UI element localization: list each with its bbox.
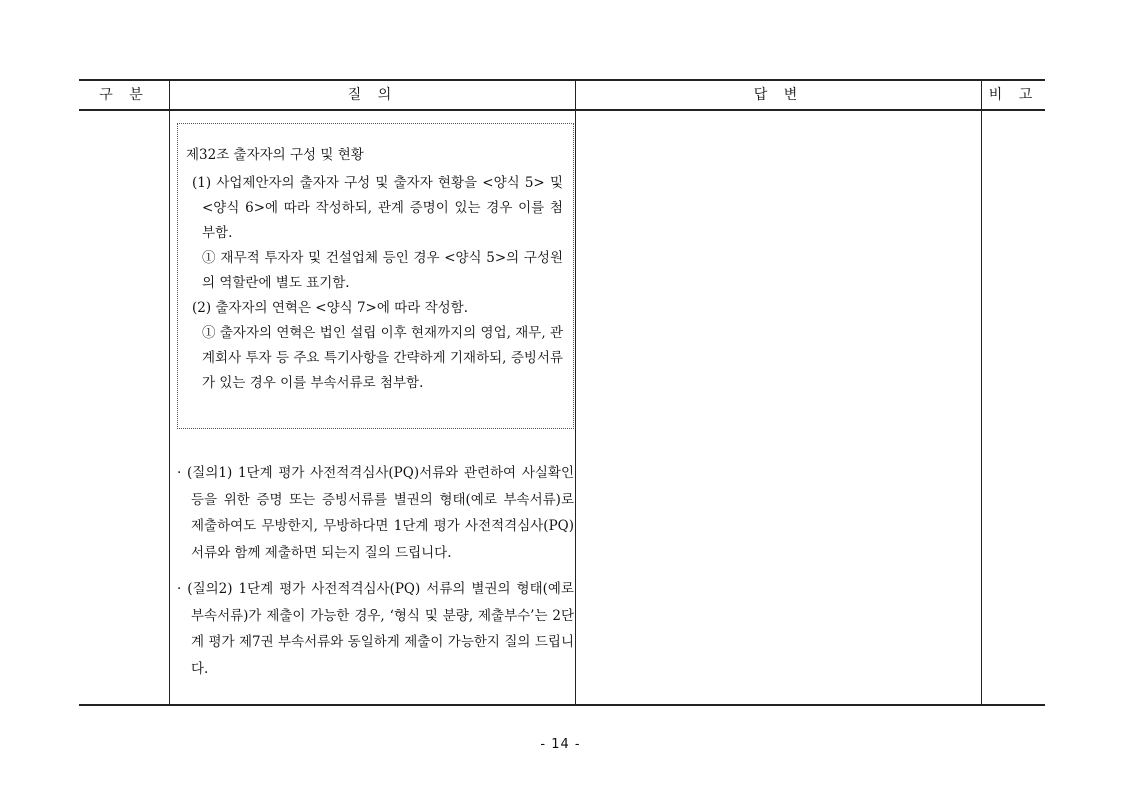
question-item: · (질의1) 1단계 평가 사전적격심사(PQ)서류와 관련하여 사실확인 등을 위한 증명 또는 증빙서류를 별권의 형태(예로 부속서류)로 제출하여도 무방한지, 무방하다면 1단계 평가 사전적격심사(PQ) 서류와 함께 제출하면 되는지 질의 드립니다. bbox=[177, 465, 574, 561]
column-divider bbox=[169, 81, 170, 704]
article-paragraph: (1) 사업제안자의 출자자 구성 및 출자자 현황을 <양식 5> 및 <양식 6>에 따라 작성하되, 관계 증명이 있는 경우 이를 첨부함. bbox=[192, 175, 563, 241]
header-category: 구 분 bbox=[99, 87, 149, 103]
column-divider bbox=[981, 81, 982, 704]
quoted-article-box bbox=[177, 123, 574, 429]
header-remarks: 비 고 bbox=[988, 87, 1039, 103]
question-item: · (질의2) 1단계 평가 사전적격심사(PQ) 서류의 별권의 형태(예로 부속서류)가 제출이 가능한 경우, ‘형식 및 분량, 제출부수’는 2단계 평가 제7권 부속서류와 동일하게 제출이 가능한지 질의 드립니다. bbox=[177, 581, 574, 677]
article-subparagraph: ① 재무적 투자자 및 건설업체 등인 경우 <양식 5>의 구성원의 역할란에 별도 표기함. bbox=[202, 250, 563, 291]
article-paragraph: (2) 출자자의 연혁은 <양식 7>에 따라 작성함. bbox=[192, 300, 468, 316]
page-number: - 14 - bbox=[540, 737, 581, 752]
header-answer: 답 변 bbox=[753, 87, 804, 103]
article-subparagraph: ① 출자자의 연혁은 법인 설립 이후 현재까지의 영업, 재무, 관계회사 투자 등 주요 특기사항을 간략하게 기재하되, 증빙서류가 있는 경우 이를 부속서류로 첨부함. bbox=[202, 325, 563, 391]
column-divider bbox=[575, 81, 576, 704]
article-title: 제32조 출자자의 구성 및 현황 bbox=[186, 147, 364, 163]
question-cell bbox=[177, 123, 574, 682]
qa-table bbox=[79, 79, 1045, 706]
table-header-row bbox=[79, 81, 1045, 111]
header-question: 질 의 bbox=[347, 87, 398, 103]
